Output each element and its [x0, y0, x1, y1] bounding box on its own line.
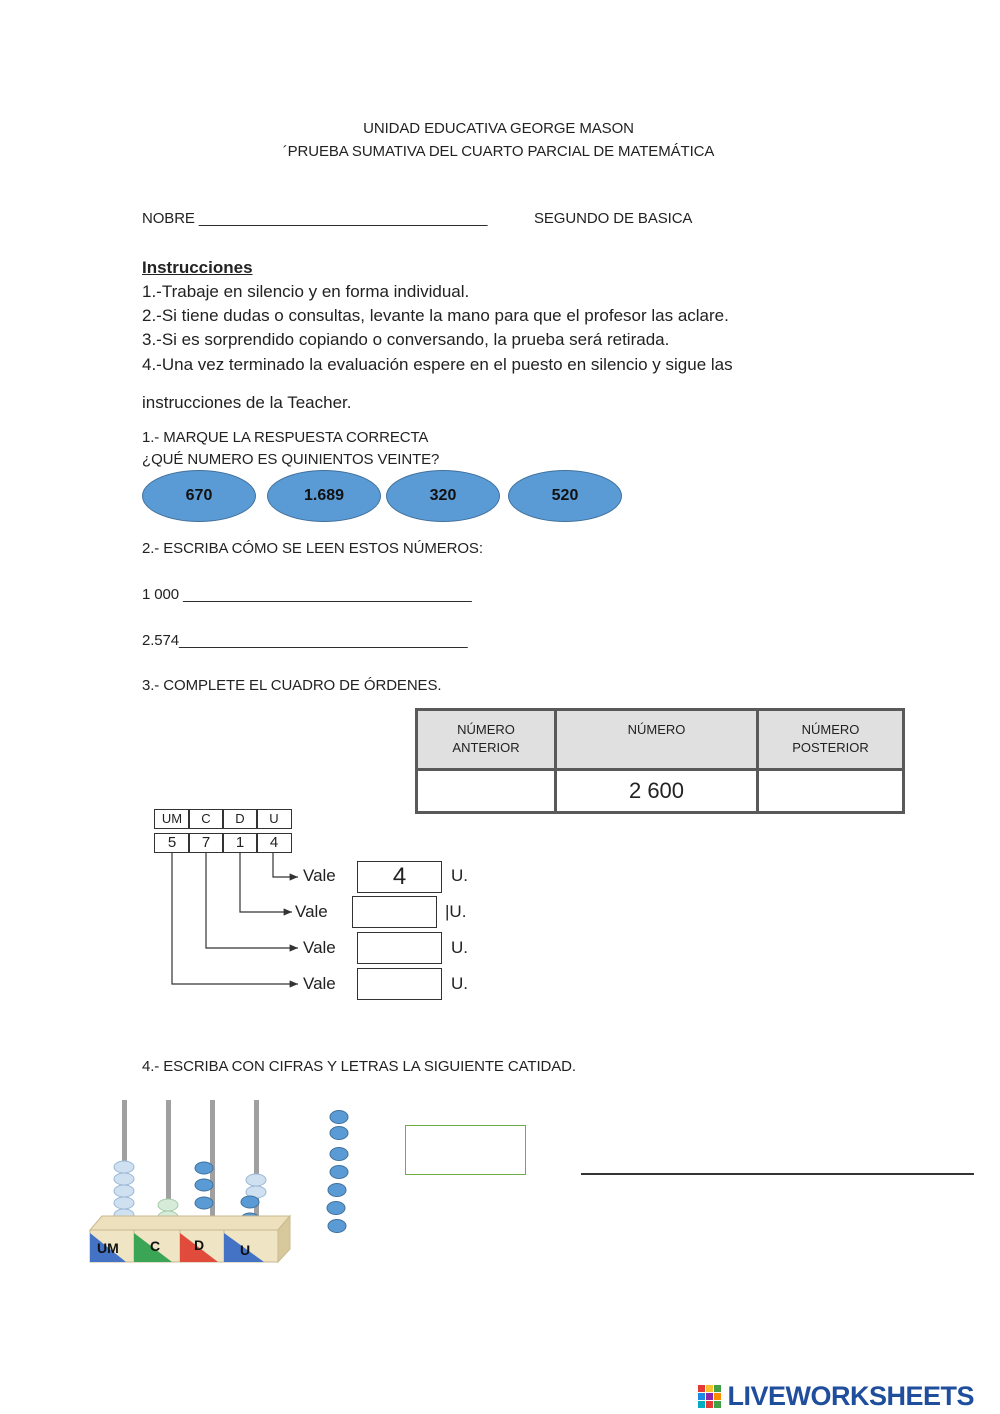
instruction-item: 4.-Una vez terminado la evaluación espere en el puesto en silencio y sigue las: [142, 355, 733, 374]
liveworksheets-logo: [697, 1381, 974, 1412]
q1-option-1689[interactable]: 1.689: [267, 470, 381, 522]
vale-label: Vale: [303, 866, 336, 885]
instruction-item: 3.-Si es sorprendido copiando o conversando, la prueba será retirada.: [142, 330, 670, 349]
abacus-label-c: C: [150, 1238, 161, 1254]
abacus-label-d: D: [194, 1237, 205, 1253]
q1-option-320[interactable]: 320: [386, 470, 500, 522]
vale-label: Vale: [295, 902, 328, 921]
unit-label: |U.: [445, 902, 467, 921]
q2-line-2574[interactable]: 2.574___________________________________: [142, 632, 468, 649]
q4-title: 4.- ESCRIBA CON CIFRAS Y LETRAS LA SIGUIENTE CATIDAD.: [142, 1058, 576, 1075]
vale-label: Vale: [303, 938, 336, 957]
liveworksheets-logo-icon: [697, 1384, 723, 1410]
place-header-u: U: [256, 809, 292, 829]
orders-table: [415, 708, 905, 814]
q1-title: 1.- MARQUE LA RESPUESTA CORRECTA: [142, 429, 429, 446]
header-next-number: NÚMERO POSTERIOR: [758, 710, 904, 770]
place-header-d: D: [222, 809, 258, 829]
unit-label: U.: [451, 866, 468, 885]
q1-option-520[interactable]: 520: [508, 470, 622, 522]
liveworksheets-logo-text: LIVEWORKSHEETS: [727, 1381, 974, 1411]
instructions-heading: Instrucciones: [142, 258, 253, 277]
digit-u: 4: [256, 833, 292, 853]
digit-d: 1: [222, 833, 258, 853]
vale-label: Vale: [303, 974, 336, 993]
place-header-c: C: [188, 809, 224, 829]
unit-label: U.: [451, 974, 468, 993]
name-field-label: NOBRE ___________________________________: [142, 210, 488, 227]
instruction-continuation: instrucciones de la Teacher.: [142, 393, 352, 412]
thousands-value-input[interactable]: [357, 968, 442, 1000]
abacus-label-u: U: [240, 1242, 251, 1258]
abacus-label-um: UM: [97, 1240, 119, 1256]
units-value-box: 4: [357, 861, 442, 893]
abacus-illustration: [86, 1095, 296, 1265]
number-answer-box[interactable]: [405, 1125, 526, 1175]
unit-label: U.: [451, 938, 468, 957]
loose-beads: [324, 1106, 354, 1234]
test-title: ´PRUEBA SUMATIVA DEL CUARTO PARCIAL DE MATEMÁTICA: [282, 143, 715, 160]
tens-value-input[interactable]: [352, 896, 437, 928]
words-answer-line[interactable]: [581, 1173, 974, 1175]
q1-question: ¿QUÉ NUMERO ES QUINIENTOS VEINTE?: [142, 451, 440, 468]
connector-arrows: [160, 850, 310, 995]
hundreds-value-input[interactable]: [357, 932, 442, 964]
instruction-item: 1.-Trabaje en silencio y en forma individual.: [142, 282, 470, 301]
school-name: UNIDAD EDUCATIVA GEORGE MASON: [363, 120, 634, 137]
previous-number-input[interactable]: [417, 770, 556, 813]
next-number-input[interactable]: [758, 770, 904, 813]
header-number: NÚMERO: [556, 710, 758, 770]
given-number: 2 600: [556, 770, 758, 813]
place-header-um: UM: [154, 809, 190, 829]
digit-um: 5: [154, 833, 190, 853]
q3-title: 3.- COMPLETE EL CUADRO DE ÓRDENES.: [142, 677, 442, 694]
q2-title: 2.- ESCRIBA CÓMO SE LEEN ESTOS NÚMEROS:: [142, 540, 483, 557]
q1-option-670[interactable]: 670: [142, 470, 256, 522]
grade-label: SEGUNDO DE BASICA: [534, 210, 693, 227]
digit-c: 7: [188, 833, 224, 853]
q2-line-1000[interactable]: 1 000 ___________________________________: [142, 586, 472, 603]
header-previous-number: NÚMERO ANTERIOR: [417, 710, 556, 770]
instruction-item: 2.-Si tiene dudas o consultas, levante la mano para que el profesor las aclare.: [142, 306, 729, 325]
